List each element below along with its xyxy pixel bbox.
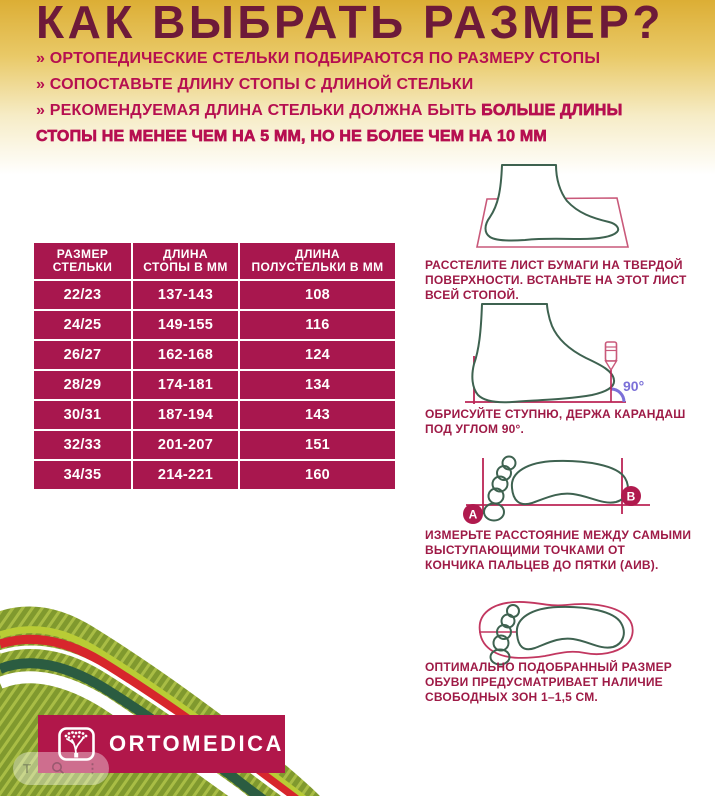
bullet-item (36, 72, 688, 98)
table-header-cell (240, 243, 395, 279)
table-cell: 174-181 (133, 371, 238, 399)
viewer-toolbar-overlay[interactable] (13, 752, 109, 785)
header-line: РАЗМЕР (56, 247, 109, 261)
more-icon[interactable]: ⋮ (85, 761, 99, 776)
caption-line: КОНЧИКА ПАЛЬЦЕВ ДО ПЯТКИ (АИВ). (425, 558, 659, 572)
step-caption (425, 660, 672, 705)
bullet-item (36, 46, 688, 72)
caption-line: РАССТЕЛИТЕ ЛИСТ БУМАГИ НА ТВЕРДОЙ (425, 258, 683, 272)
table-cell: 34/35 (34, 461, 131, 489)
step-caption (425, 258, 687, 303)
header-line: СТОПЫ В ММ (143, 260, 228, 274)
text-icon[interactable]: T (23, 761, 31, 776)
caption-line: ВЫСТУПАЮЩИМИ ТОЧКАМИ ОТ (425, 543, 626, 557)
point-a-badge (463, 504, 483, 524)
table-cell: 187-194 (133, 401, 238, 429)
table-cell: 201-207 (133, 431, 238, 459)
table-cell: 162-168 (133, 341, 238, 369)
step-caption (425, 528, 691, 573)
footprint-outline (491, 605, 624, 665)
foot-on-paper-illustration (420, 163, 710, 268)
table-cell: 214-221 (133, 461, 238, 489)
point-b-badge (621, 486, 641, 506)
table-cell: 160 (240, 461, 395, 489)
table-cell: 32/33 (34, 431, 131, 459)
table-cell: 26/27 (34, 341, 131, 369)
angle-label: 90° (623, 378, 645, 394)
table-cell: 134 (240, 371, 395, 399)
insole-size-table (34, 243, 395, 489)
table-cell: 149-155 (133, 311, 238, 339)
brand-name: ORTOMEDICA (109, 731, 284, 756)
caption-line: ПОВЕРХНОСТИ. ВСТАНЬТЕ НА ЭТОТ ЛИСТ (425, 273, 687, 287)
header-line: ДЛИНА (295, 247, 340, 261)
foot-side-outline (486, 165, 619, 241)
caption-line: ОБУВИ ПРЕДУСМАТРИВАЕТ НАЛИЧИЕ (425, 675, 663, 689)
bullet-marker: » (36, 76, 46, 93)
foot-with-pencil-illustration (420, 298, 710, 413)
table-header-cell (133, 243, 238, 279)
footprint-outline (484, 457, 628, 521)
caption-line: ПОД УГЛОМ 90°. (425, 422, 525, 436)
header-line: ПОЛУСТЕЛЬКИ В ММ (251, 260, 384, 274)
table-cell: 116 (240, 311, 395, 339)
table-cell: 24/25 (34, 311, 131, 339)
table-cell: 108 (240, 281, 395, 309)
bullet-marker: » (36, 102, 46, 119)
table-cell: 30/31 (34, 401, 131, 429)
bullet-marker: » (36, 50, 46, 67)
bullet-text: РЕКОМЕНДУЕМАЯ ДЛИНА СТЕЛЬКИ ДОЛЖНА БЫТЬ (49, 102, 482, 119)
lens-icon[interactable] (51, 761, 65, 777)
table-cell: 137-143 (133, 281, 238, 309)
intro-bullet-list (36, 46, 688, 150)
table-cell: 151 (240, 431, 395, 459)
bullet-text: ОРТОПЕДИЧЕСКИЕ СТЕЛЬКИ ПОДБИРАЮТСЯ ПО РАЗМЕРУ СТОПЫ (49, 50, 601, 67)
caption-line: ИЗМЕРЬТЕ РАССТОЯНИЕ МЕЖДУ САМЫМИ (425, 528, 692, 542)
table-cell: 28/29 (34, 371, 131, 399)
table-cell: 124 (240, 341, 395, 369)
header-line: ДЛИНА (163, 247, 208, 261)
page-title: КАК ВЫБРАТЬ РАЗМЕР? (36, 0, 664, 48)
bullet-text: СОПОСТАВЬТЕ ДЛИНУ СТОПЫ С ДЛИНОЙ СТЕЛЬКИ (49, 76, 474, 93)
caption-line: ВСЕЙ СТОПОЙ. (425, 288, 519, 302)
footprint-measure-illustration (420, 448, 710, 533)
header-line: СТЕЛЬКИ (52, 260, 113, 274)
caption-line: ОПТИМАЛЬНО ПОДОБРАННЫЙ РАЗМЕР (425, 660, 673, 674)
bullet-item (36, 98, 688, 150)
step-caption (425, 407, 686, 437)
table-cell: 22/23 (34, 281, 131, 309)
svg-text:В: В (626, 489, 636, 504)
table-cell: 143 (240, 401, 395, 429)
caption-line: ОБРИСУЙТЕ СТУПНЮ, ДЕРЖА КАРАНДАШ (425, 407, 686, 421)
svg-text:А: А (468, 507, 478, 522)
table-header-cell (34, 243, 131, 279)
foot-side-outline (472, 304, 614, 402)
bullet-text-strong: БОЛЬШЕ ДЛИНЫ СТОПЫ НЕ МЕНЕЕ ЧЕМ НА 5 ММ, НО НЕ БОЛЕЕ ЧЕМ НА 10 ММ (36, 102, 623, 145)
caption-line: СВОБОДНЫХ ЗОН 1–1,5 СМ. (425, 690, 598, 704)
